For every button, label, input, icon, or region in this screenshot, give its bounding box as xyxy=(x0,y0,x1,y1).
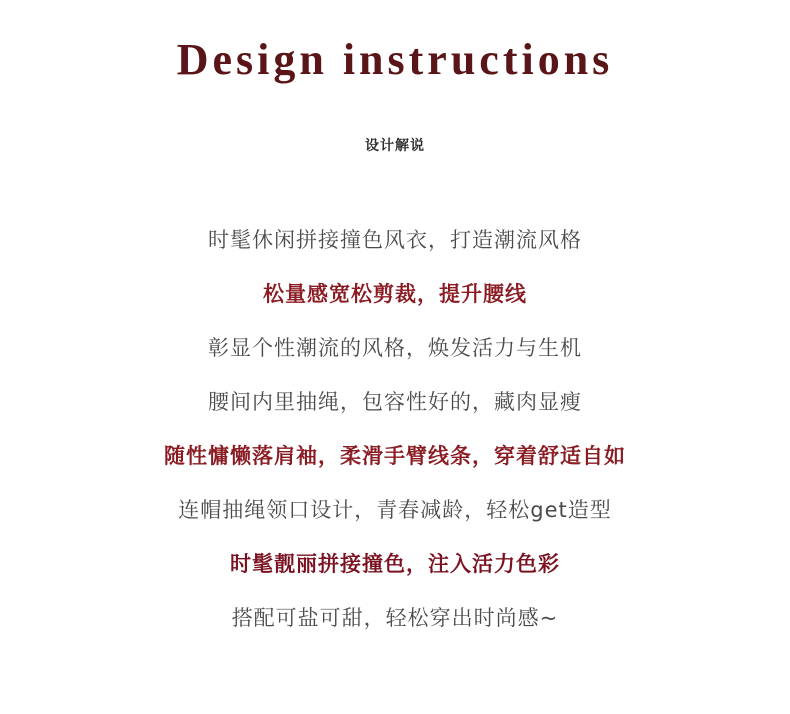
description-line: 腰间内里抽绳，包容性好的，藏肉显瘦 xyxy=(208,389,582,414)
description-line: 搭配可盐可甜，轻松穿出时尚感~ xyxy=(231,605,559,630)
page-title: Design instructions xyxy=(176,35,614,84)
description-line: 连帽抽绳领口设计，青春减龄，轻松get造型 xyxy=(178,497,612,522)
description-list xyxy=(0,213,790,645)
description-line: 时髦靓丽拼接撞色，注入活力色彩 xyxy=(230,551,560,576)
description-line: 随性慵懒落肩袖，柔滑手臂线条，穿着舒适自如 xyxy=(164,443,626,468)
page-subtitle: 设计解说 xyxy=(365,137,425,154)
description-line: 时髦休闲拼接撞色风衣，打造潮流风格 xyxy=(208,227,582,252)
description-line: 彰显个性潮流的风格，焕发活力与生机 xyxy=(208,335,582,360)
description-line: 松量感宽松剪裁，提升腰线 xyxy=(263,281,527,306)
